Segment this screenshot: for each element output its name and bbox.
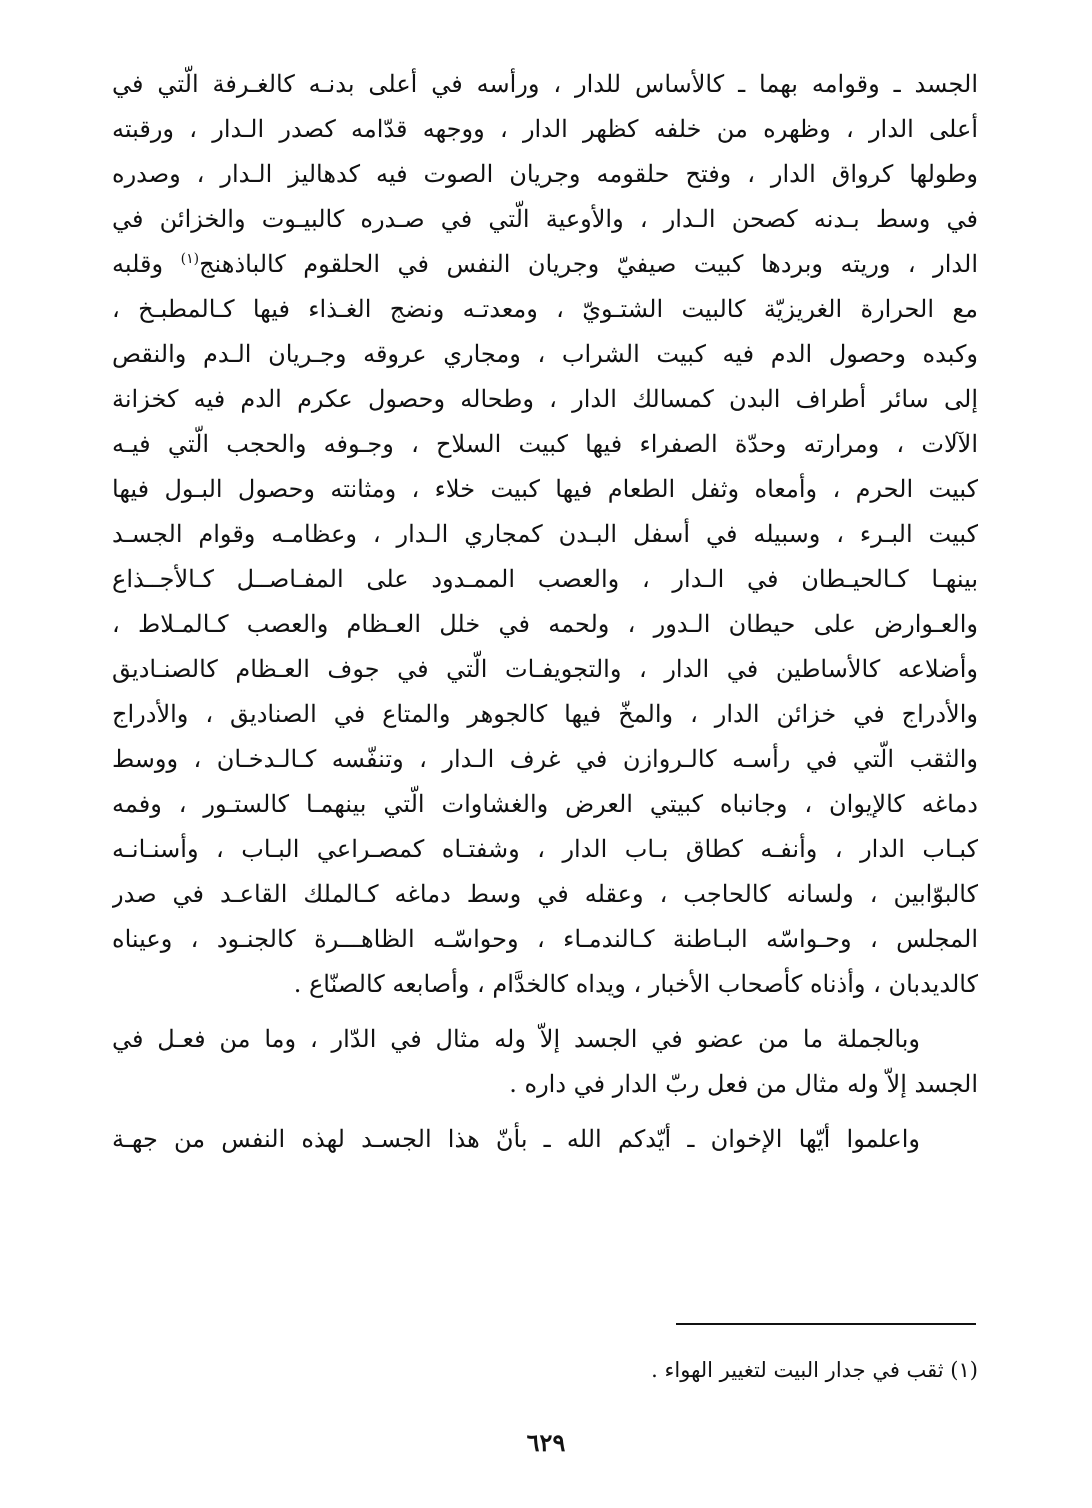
footnote-reference: (١) xyxy=(180,251,200,267)
text-line: كالديدبان ، وأذناه كأصحاب الأخبار ، ويداه كالخدَّام ، وأصابعه كالصنّاع . xyxy=(293,970,978,998)
text-line: في وسط بـدنه كصحن الـدار ، والأوعية الّتي في صـدره كالبيـوت والخزائن في xyxy=(112,205,978,233)
text-line: بينهـا كـالحيـطان في الـدار ، والعصب الممـدود على المفـاصــل كـالأجــذاع xyxy=(112,565,978,593)
paragraph-3 xyxy=(112,1117,978,1162)
paragraph-spacer xyxy=(112,1107,978,1117)
text-line: المجلس ، وحـواسّه البـاطنة كـالندمـاء ، وحواسّـه الظاهـــرة كالجنـود ، وعيناه xyxy=(112,925,978,953)
text-line: كبيت الحرم ، وأمعاه وثفل الطعام فيها كبيت خلاء ، ومثانته وحصول البـول فيها xyxy=(112,475,978,503)
paragraph-1 xyxy=(112,62,978,1007)
page-number: ٦٢٩ xyxy=(526,1428,566,1457)
text-line: دماغه كالإيوان ، وجانباه كبيتي العرض والغشاوات الّتي بينهمـا كالستـور ، وفمه xyxy=(112,790,978,818)
text-segment: وقلبه xyxy=(112,250,181,278)
text-line: كبـاب الدار ، وأنفـه كطاق بـاب الدار ، وشفتـاه كمصـراعي البـاب ، وأسنـانـه xyxy=(112,835,978,863)
text-line: إلى سائر أطراف البدن كمسالك الدار ، وطحاله وحصول عكرم الدم فيه كخزانة xyxy=(112,385,978,413)
text-line: مع الحرارة الغريزيّة كالبيت الشتـويّ ، ومعدتـه ونضج الغـذاء فيها كـالمطبـخ ، xyxy=(112,295,978,323)
text-line: الجسد إلاّ وله مثال من فعل ربّ الدار في داره . xyxy=(509,1070,978,1098)
footnote-separator xyxy=(676,1323,976,1325)
text-line: وكبده وحصول الدم فيه كبيت الشراب ، ومجاري عروقه وجـريان الـدم والنقص xyxy=(112,340,978,368)
text-line: كالبوّابين ، ولسانه كالحاجب ، وعقله في وسط دماغه كـالملك القاعـد في صدر xyxy=(112,880,978,908)
paragraph-spacer xyxy=(112,1007,978,1017)
text-line: كبيت البـرء ، وسبيله في أسفل البـدن كمجاري الـدار ، وعظامـه وقوام الجسـد xyxy=(112,520,978,548)
text-line: وبالجملة ما من عضو في الجسد إلاّ وله مثال في الدّار ، وما من فعـل في xyxy=(112,1025,920,1053)
text-line: والثقب الّتي في رأسـه كالـروازن في غرف الـدار ، وتنفّسه كـالـدخـان ، ووسط xyxy=(112,745,978,773)
text-line: أعلى الدار ، وظهره من خلفه كظهر الدار ، ووجهه قدّامه كصدر الـدار ، ورقبته xyxy=(112,115,978,143)
body-text xyxy=(112,62,978,1162)
text-line-with-footnote xyxy=(112,242,978,287)
text-segment: الدار ، وريته وبردها كبيت صيفيّ وجريان النفس في الحلقوم كالباذهنج xyxy=(199,250,978,278)
text-line: وطولها كرواق الدار ، وفتح حلقومه وجريان الصوت فيه كدهاليز الـدار ، وصدره xyxy=(112,160,978,188)
text-line: وأضلاعه كالأساطين في الدار ، والتجويفـات الّتي في جوف العـظام كالصنـاديق xyxy=(112,655,978,683)
text-line: الآلات ، ومرارته وحدّة الصفراء فيها كبيت السلاح ، وجـوفه والحجب الّتي فيـه xyxy=(112,430,978,458)
text-line: والأدراج في خزائن الدار ، والمخّ فيها كالجوهر والمتاع في الصناديق ، والأدراج xyxy=(112,700,978,728)
text-line: واعلموا أيّها الإخوان ـ أيّدكم الله ـ بأنّ هذا الجسـد لهذه النفس من جهـة xyxy=(112,1125,920,1153)
text-line: الجسد ـ وقوامه بهما ـ كالأساس للدار ، ورأسه في أعلى بدنـه كالغـرفة الّتي في xyxy=(112,70,978,98)
footnote: (١) ثقب في جدار البيت لتغيير الهواء . xyxy=(651,1358,978,1382)
text-line: والعـوارض على حيطان الـدور ، ولحمه في خلل العـظام والعصب كـالمـلاط ، xyxy=(112,610,978,638)
paragraph-2 xyxy=(112,1017,978,1107)
